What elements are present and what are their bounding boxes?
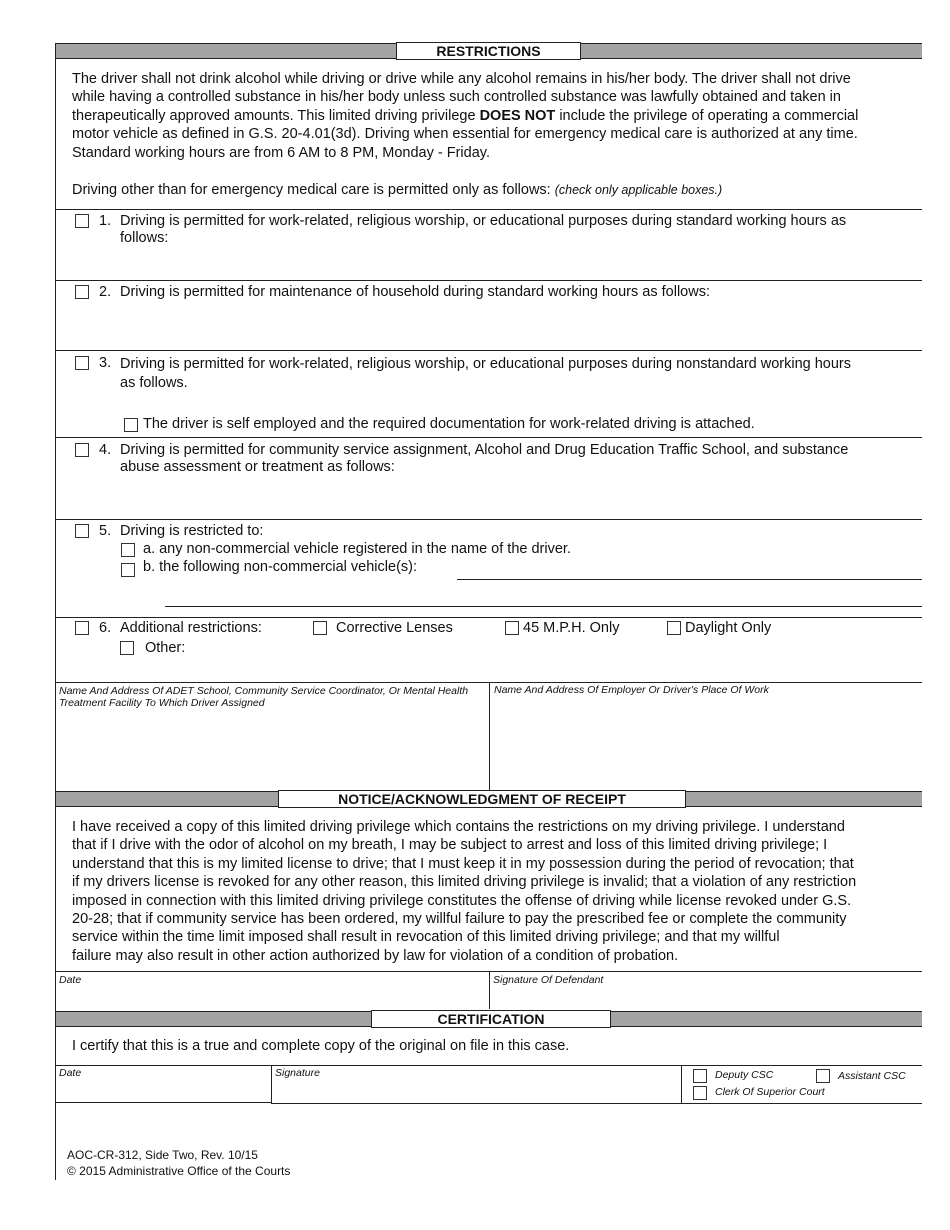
notice-paragraph: I have received a copy of this limited driving privilege which contains the restrictions on my driving privilege. I understand that if I drive with the odor of alcohol on my breath, I may be subject to arrest and loss of this limited driving privilege; I understand that this is my limited license to drive; that I must keep it in my possession during the period of revocation; that if my drivers license is revoked for any other reason, this limited driving privilege is invalid; that a violation of any restriction imposed in connection with this limited driving privilege constitutes the offense of driving while license revoked under G.S. 20-28; that if community service has been ordered, my willful failure to pay the prescribed fee or complete the community service within the time limit imposed shall result in revocation of this limited driving privilege; and that my willful failure may also result in other action authorized by law for violation of a condition of probation.: [72, 819, 857, 964]
self-employed-checkbox[interactable]: [124, 418, 138, 432]
daylight-label: Daylight Only: [685, 620, 772, 636]
defendant-signature-field[interactable]: [492, 987, 920, 1007]
employer-address-field[interactable]: [492, 700, 920, 788]
item-2-checkbox[interactable]: [75, 285, 89, 299]
permitted-note: (check only applicable boxes.): [554, 183, 723, 197]
left-margin-line: [55, 43, 56, 1180]
restrictions-line-3: therapeutically approved amounts. This limited driving privilege DOES NOT include the privilege of operating a commercial: [72, 107, 859, 124]
employer-address-label: Name And Address Of Employer Or Driver's Place Of Work: [494, 684, 769, 696]
item-2-text: Driving is permitted for maintenance of household during standard working hours as follows:: [120, 284, 710, 300]
deputy-csc-label: Deputy CSC: [715, 1069, 774, 1081]
45mph-label: 45 M.P.H. Only: [523, 620, 620, 636]
item-6-number: 6.: [99, 620, 112, 636]
corrective-lenses-checkbox[interactable]: [313, 621, 327, 635]
cert-date-field[interactable]: [58, 1080, 269, 1100]
restrictions-line: while having a controlled substance in his/her body unless such controlled substance was lawfully obtained and taken in: [72, 89, 841, 106]
other-label: Other:: [145, 640, 186, 656]
daylight-checkbox[interactable]: [667, 621, 681, 635]
cert-date-label: Date: [59, 1067, 82, 1079]
item-1-number: 1.: [99, 213, 112, 229]
restrictions-line: Standard working hours are from 6 AM to 8 PM, Monday - Friday.: [72, 144, 490, 161]
certification-text: I certify that this is a true and complete copy of the original on file in this case.: [72, 1038, 570, 1054]
item-5a-checkbox[interactable]: [121, 543, 135, 557]
adet-address-label: Name And Address Of ADET School, Community Service Coordinator, Or Mental Health Treatment Facility To Which Driver Assigned: [59, 685, 469, 709]
form-number: AOC-CR-312, Side Two, Rev. 10/15: [67, 1148, 258, 1162]
restrictions-line: The driver shall not drink alcohol while driving or drive while any alcohol remains in his/her body. The driver shall not drive: [72, 71, 851, 87]
assistant-csc-checkbox[interactable]: [816, 1069, 830, 1083]
item-3-text: Driving is permitted for work-related, religious worship, or educational purposes during nonstandard working hours as follows.: [120, 356, 852, 391]
cert-signature-field[interactable]: [274, 1080, 679, 1100]
notice-date-label: Date: [59, 974, 82, 986]
assistant-csc-label: Assistant CSC: [838, 1070, 906, 1082]
notice-title: NOTICE/ACKNOWLEDGMENT OF RECEIPT: [278, 790, 686, 808]
corrective-lenses-label: Corrective Lenses: [336, 620, 453, 636]
item-5a-text: a. any non-commercial vehicle registered in the name of the driver.: [143, 541, 571, 557]
item-4-text: Driving is permitted for community service assignment, Alcohol and Drug Education Traffic School, and substance abuse assessment or treatment as follows:: [120, 442, 849, 475]
restrictions-title: RESTRICTIONS: [396, 42, 581, 60]
notice-date-field[interactable]: [58, 987, 487, 1007]
defendant-signature-label: Signature Of Defendant: [493, 974, 604, 986]
45mph-checkbox[interactable]: [505, 621, 519, 635]
item-5-number: 5.: [99, 523, 112, 539]
other-checkbox[interactable]: [120, 641, 134, 655]
clerk-superior-court-checkbox[interactable]: [693, 1086, 707, 1100]
self-employed-text: The driver is self employed and the required documentation for work-related driving is attached.: [143, 416, 755, 432]
adet-address-field[interactable]: [58, 712, 487, 788]
certification-title: CERTIFICATION: [371, 1010, 611, 1028]
deputy-csc-checkbox[interactable]: [693, 1069, 707, 1083]
vehicle-line-2[interactable]: [165, 606, 922, 607]
item-5b-checkbox[interactable]: [121, 563, 135, 577]
permitted-intro: Driving other than for emergency medical care is permitted only as follows: (check only applicable boxes.): [72, 182, 723, 198]
item-1-checkbox[interactable]: [75, 214, 89, 228]
item-6-checkbox[interactable]: [75, 621, 89, 635]
restrictions-paragraph: [72, 70, 917, 162]
item-4-checkbox[interactable]: [75, 443, 89, 457]
item-5-checkbox[interactable]: [75, 524, 89, 538]
does-not-emphasis: DOES NOT: [479, 107, 556, 124]
restrictions-line: motor vehicle as defined in G.S. 20-4.01(3d). Driving when essential for emergency medical care is authorized at any time.: [72, 126, 858, 143]
vehicle-line-1[interactable]: [457, 579, 922, 580]
item-5b-text: b. the following non-commercial vehicle(s):: [143, 559, 417, 575]
item-2-number: 2.: [99, 284, 112, 300]
copyright: © 2015 Administrative Office of the Courts: [67, 1164, 291, 1178]
item-3-number: 3.: [99, 355, 112, 371]
item-1-text: Driving is permitted for work-related, religious worship, or educational purposes during standard working hours as follows:: [120, 213, 847, 246]
item-5-text: Driving is restricted to:: [120, 523, 264, 539]
cert-signature-label: Signature: [275, 1067, 320, 1079]
clerk-superior-court-label: Clerk Of Superior Court: [715, 1086, 825, 1098]
item-3-checkbox[interactable]: [75, 356, 89, 370]
item-6-text: Additional restrictions:: [120, 620, 262, 636]
item-4-number: 4.: [99, 442, 112, 458]
